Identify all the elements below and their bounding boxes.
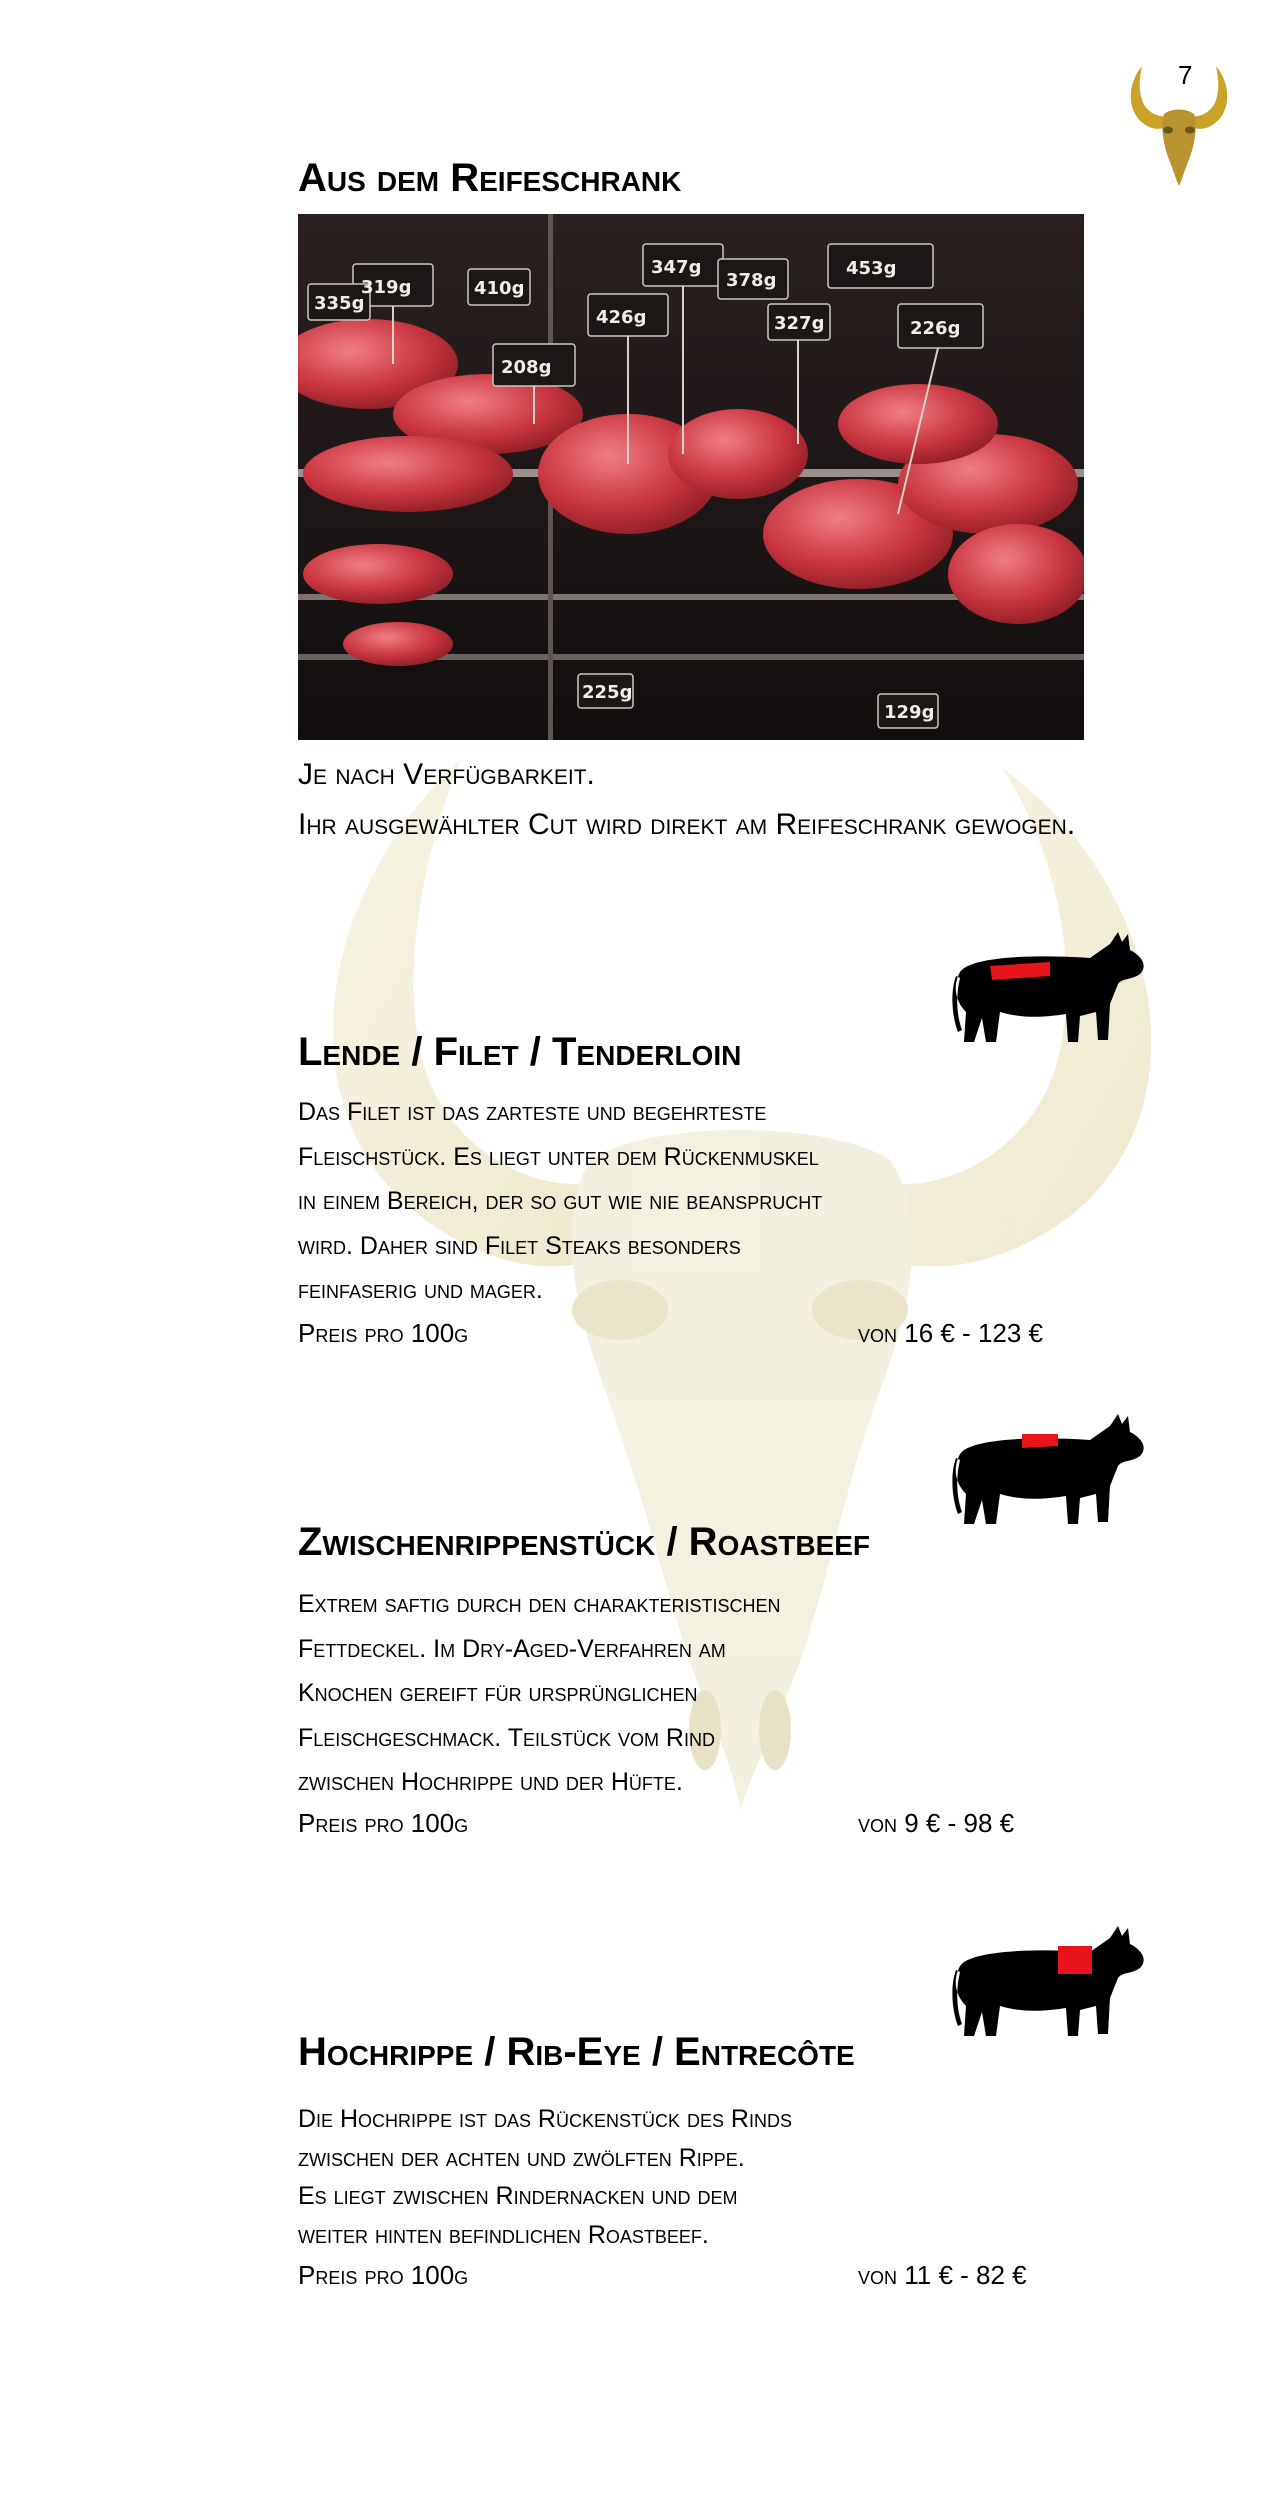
cut-description-roastbeef [298,1582,898,1805]
dry-aging-cabinet-photo [298,214,1084,740]
price-label: Preis pro 100g [298,1318,469,1348]
page-number: 7 [1178,60,1193,90]
description-line: Die Hochrippe ist das Rückenstück des Rinds [298,2105,792,2133]
description-line: Das Filet ist das zarteste und begehrteste [298,1098,767,1126]
cut-title-ribeye: Hochrippe / Rib-Eye / Entrecôte [298,2030,855,2074]
gold-bull-skull-logo-icon [1124,58,1234,188]
description-line: weiter hinten befindlichen Roastbeef. [298,2220,709,2249]
availability-note: Je nach Verfügbarkeit. [298,758,595,791]
photo-label: 208g [501,357,552,378]
photo-label: 347g [651,257,702,278]
cut-description-ribeye [298,2100,898,2254]
description-line: Fettdeckel. Im Dry-Aged-Verfahren am [298,1634,726,1663]
photo-label: 453g [846,258,897,279]
price-label: Preis pro 100g [298,1808,469,1838]
photo-label: 335g [314,293,365,314]
description-line: wird. Daher sind Filet Steaks besonders [298,1231,741,1260]
photo-label: 129g [884,702,935,723]
price-value: von 11 € - 82 € [858,2260,1027,2290]
photo-label: 327g [774,313,825,334]
description-line: zwischen der achten und zwölften Rippe. [298,2143,745,2172]
cow-roastbeef-icon [950,1404,1150,1554]
description-line: in einem Bereich, der so gut wie nie beansprucht [298,1187,823,1215]
description-line: Extrem saftig durch den charakteristischen [298,1590,781,1618]
description-line: Fleischstück. Es liegt unter dem Rückenmuskel [298,1142,819,1171]
price-value: von 9 € - 98 € [858,1808,1015,1838]
description-line: Fleischgeschmack. Teilstück vom Rind [298,1723,715,1752]
photo-label: 225g [582,682,633,703]
photo-label: 319g [361,277,412,298]
description-line: zwischen Hochrippe und der Hüfte. [298,1768,683,1796]
cut-title-filet: Lende / Filet / Tenderloin [298,1030,742,1074]
description-line: Es liegt zwischen Rindernacken und dem [298,2182,738,2210]
weighing-note: Ihr ausgewählter Cut wird direkt am Reifeschrank gewogen. [298,808,1076,841]
cow-filet-icon [950,922,1150,1072]
photo-label: 410g [474,278,525,299]
photo-label: 426g [596,307,647,328]
cut-description-filet [298,1090,898,1313]
price-label: Preis pro 100g [298,2260,469,2290]
description-line: feinfaserig und mager. [298,1276,543,1304]
description-line: Knochen gereift für ursprünglichen [298,1679,698,1707]
section-title: Aus dem Reifeschrank [298,156,682,200]
price-value: von 16 € - 123 € [858,1318,1044,1348]
cow-ribeye-icon [950,1916,1150,2066]
photo-label: 378g [726,270,777,291]
photo-label: 226g [910,318,961,339]
cut-title-roastbeef: Zwischenrippenstück / Roastbeef [298,1520,871,1564]
